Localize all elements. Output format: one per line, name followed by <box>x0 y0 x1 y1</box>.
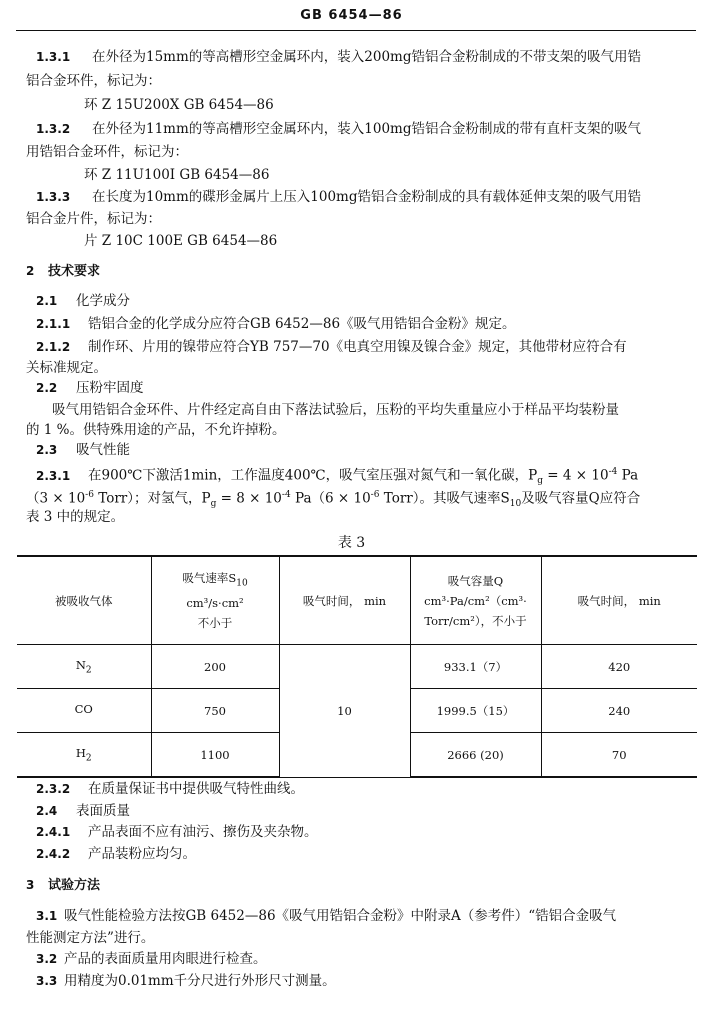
clause-2-1: 2.1 化学成分 <box>36 293 130 309</box>
clause-1-3-1-cont: 铝合金环件，标记为： <box>26 73 161 89</box>
marking-1-3-1: 环 Z 15U200X GB 6454—86 <box>84 97 274 113</box>
cell-rate: 750 <box>151 689 279 733</box>
section-2-heading: 2 技术要求 <box>26 264 101 279</box>
clause-3-2: 3.2 产品的表面质量用肉眼进行检查。 <box>36 951 267 967</box>
header-capacity: 吸气容量Q cm³·Pa/cm²（cm³· Torr/cm²），不小于 <box>410 556 541 645</box>
cell-capacity: 933.1（7） <box>410 645 541 689</box>
table-row <box>17 645 697 689</box>
clause-1-3-3-cont: 铝合金片件，标记为： <box>26 211 161 227</box>
clause-number: 1.3.1 <box>36 50 71 64</box>
cell-capacity: 2666 (20) <box>410 733 541 778</box>
cell-rate: 1100 <box>151 733 279 778</box>
header-rate: 吸气速率$S_{10}$ cm³/s·cm² 不小于 <box>151 556 279 645</box>
cell-gas: CO <box>17 689 151 733</box>
clause-1-3-2-cont: 用锆铝合金环件，标记为： <box>26 144 188 160</box>
section-3-heading: 3 试验方法 <box>26 878 101 893</box>
cell-gas: $H_2$ <box>17 733 151 778</box>
clause-2-1-1: 2.1.1 锆铝合金的化学成分应符合GB 6452—86《吸气用锆铝合金粉》规定。 <box>36 316 516 332</box>
clause-text: 在外径为11mm的等高槽形空金属环内，装入100mg锆铝合金粉制成的带有直杆支架的吸气 <box>92 121 641 137</box>
clause-2-2-cont: 的 1 %。供特殊用途的产品，不允许掉粉。 <box>26 422 286 438</box>
clause-2-4: 2.4 表面质量 <box>36 803 130 819</box>
clause-text: 在长度为10mm的碟形金属片上压入100mg锆铝合金粉制成的具有载体延伸支架的吸气用锆 <box>92 189 641 205</box>
cell-capacity: 1999.5（15） <box>410 689 541 733</box>
clause-2-3: 2.3 吸气性能 <box>36 442 130 458</box>
cell-rate: 200 <box>151 645 279 689</box>
header-time-1: 吸气时间， min <box>279 556 410 645</box>
clause-1-3-3 <box>36 188 641 206</box>
clause-2-1-2: 2.1.2 制作环、片用的镍带应符合YB 757—70《电真空用镍及镍合金》规定，其他带材应符合有 <box>36 339 627 355</box>
clause-2-3-1: 2.3.1 在900℃下激活1min，工作温度400℃，吸气室压强对氮气和一氧化碳，$P_g = 4 \times 10^{-4}$ Pa <box>36 467 639 487</box>
clause-number: 1.3.3 <box>36 190 71 204</box>
clause-1-3-1 <box>36 48 641 66</box>
clause-2-2: 2.2 压粉牢固度 <box>36 380 144 396</box>
clause-2-4-1: 2.4.1 产品表面不应有油污、擦伤及夹杂物。 <box>36 824 318 840</box>
clause-2-1-2-cont: 关标准规定。 <box>26 360 107 376</box>
clause-2-3-1-cont: （$3 \times 10^{-6}$ Torr）；对氢气，$P_g = 8 \times 10^{-4}$ $Pa(6 \times 10^{-6}$ Torr）。其吸气速率$S_{10}$及吸气容量Q应符合 <box>26 490 641 510</box>
clause-number: 1.3.2 <box>36 122 71 136</box>
table-header-row <box>17 556 697 645</box>
clause-text: 在外径为15mm的等高槽形空金属环内，装入200mg锆铝合金粉制成的不带支架的吸气用锆 <box>92 49 641 65</box>
cell-time-2: 70 <box>541 733 697 778</box>
standard-header: GB 6454—86 <box>300 8 403 23</box>
clause-1-3-2 <box>36 120 641 138</box>
cell-gas: $N_2$ <box>17 645 151 689</box>
header-time-2: 吸气时间， min <box>541 556 697 645</box>
header-gas: 被吸收气体 <box>17 556 151 645</box>
cell-time-2: 240 <box>541 689 697 733</box>
clause-2-3-1-cont2: 表 3 中的规定。 <box>26 509 125 525</box>
marking-1-3-2: 环 Z 11U100I GB 6454—86 <box>84 167 270 183</box>
clause-2-4-2: 2.4.2 产品装粉应均匀。 <box>36 846 196 862</box>
cell-shared-time: 10 <box>279 645 410 778</box>
clause-3-1-cont: 性能测定方法”进行。 <box>26 930 155 946</box>
clause-3-3: 3.3 用精度为0.01mm千分尺进行外形尺寸测量。 <box>36 973 336 989</box>
marking-1-3-3: 片 Z 10C 100E GB 6454—86 <box>84 233 278 249</box>
cell-time-2: 420 <box>541 645 697 689</box>
table-3 <box>17 555 697 778</box>
clause-2-2-text: 吸气用锆铝合金环件、片件经定高自由下落法试验后，压粉的平均失重量应小于样品平均装粉量 <box>52 402 619 418</box>
clause-2-3-2: 2.3.2 在质量保证书中提供吸气特性曲线。 <box>36 781 304 797</box>
clause-3-1: 3.1 吸气性能检验方法按GB 6452—86《吸气用锆铝合金粉》中附录A（参考件）“锆铝合金吸气 <box>36 908 617 924</box>
table-title: 表 3 <box>337 535 366 551</box>
header-rule <box>16 30 696 31</box>
